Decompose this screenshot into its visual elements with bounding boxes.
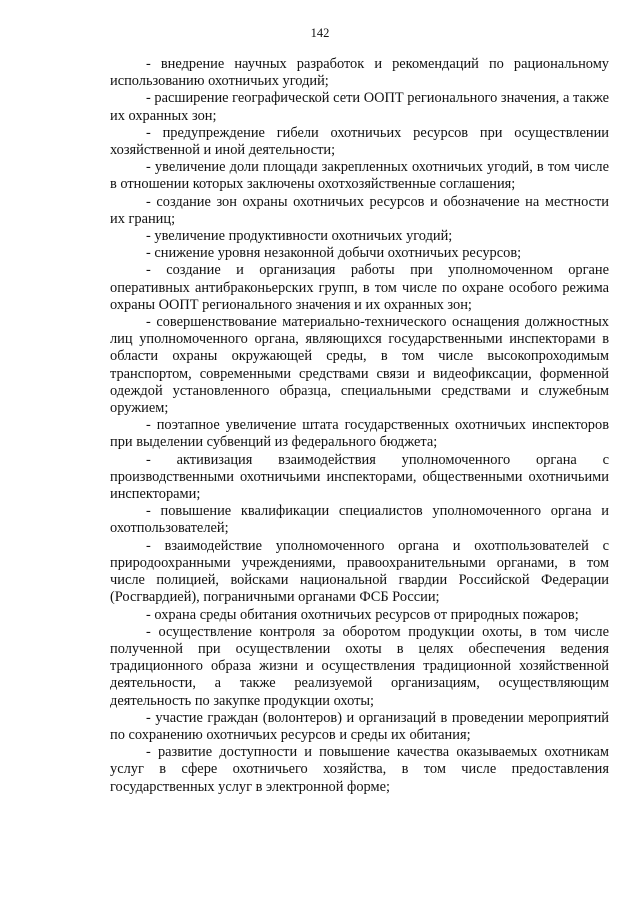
list-item: - совершенствование материально-технического оснащения должностных лиц уполномоченного органа, являющихся государственными инспекторами в области охраны окружающей среды, в том числе высокопроходимым транспортом, современными средствами связи и видеофиксации, форменной одеждой установленного образца, специальными средствами и служебным оружием; bbox=[110, 314, 609, 417]
list-item: - участие граждан (волонтеров) и организаций в проведении мероприятий по сохранению охотничьих ресурсов и среды их обитания; bbox=[110, 709, 609, 743]
list-item: - активизация взаимодействия уполномоченного органа с производственными охотничьими инспекторами, общественными охотничьими инспекторами; bbox=[110, 451, 609, 503]
list-item: - поэтапное увеличение штата государственных охотничьих инспекторов при выделении субвенций из федерального бюджета; bbox=[110, 417, 609, 451]
list-item: - создание зон охраны охотничьих ресурсов и обозначение на местности их границ; bbox=[110, 193, 609, 227]
list-item: - осуществление контроля за оборотом продукции охоты, в том числе полученной при осуществлении охоты в целях обеспечения ведения традиционного образа жизни и осуществления традиционной хозяйственной деятельности, а также реализуемой организациям, осуществляющим деятельность по закупке продукции охоты; bbox=[110, 623, 609, 709]
list-item: - создание и организация работы при уполномоченном органе оперативных антибраконьерских групп, в том числе по охране особого режима охраны ООПТ регионального значения и их охранных зон; bbox=[110, 262, 609, 313]
list-item: - развитие доступности и повышение качества оказываемых охотникам услуг в сфере охотничьего хозяйства, в том числе предоставления государственных услуг в электронной форме; bbox=[110, 744, 609, 795]
list-item: - взаимодействие уполномоченного органа и охотпользователей с природоохранными учреждениями, правоохранительными органами, в том числе полицией, войсками национальной гвардии Российской Федерации (Росгвардией), пограничными органами ФСБ России; bbox=[110, 537, 609, 606]
list-item: - внедрение научных разработок и рекомендаций по рациональному использованию охотничьих угодий; bbox=[110, 56, 609, 90]
list-item: - охрана среды обитания охотничьих ресурсов от природных пожаров; bbox=[146, 606, 579, 623]
list-item: - увеличение продуктивности охотничьих угодий; bbox=[146, 228, 453, 245]
document-body bbox=[110, 56, 609, 796]
page-number: 142 bbox=[310, 26, 330, 40]
list-item: - снижение уровня незаконной добычи охотничьих ресурсов; bbox=[146, 245, 522, 262]
list-item: - увеличение доли площади закрепленных охотничьих угодий, в том числе в отношении которых заключены охотхозяйственные соглашения; bbox=[110, 159, 609, 193]
list-item: - предупреждение гибели охотничьих ресурсов при осуществлении хозяйственной и иной деятельности; bbox=[110, 124, 609, 159]
list-item: - повышение квалификации специалистов уполномоченного органа и охотпользователей; bbox=[110, 503, 609, 537]
list-item: - расширение географической сети ООПТ регионального значения, а также их охранных зон; bbox=[110, 90, 609, 124]
